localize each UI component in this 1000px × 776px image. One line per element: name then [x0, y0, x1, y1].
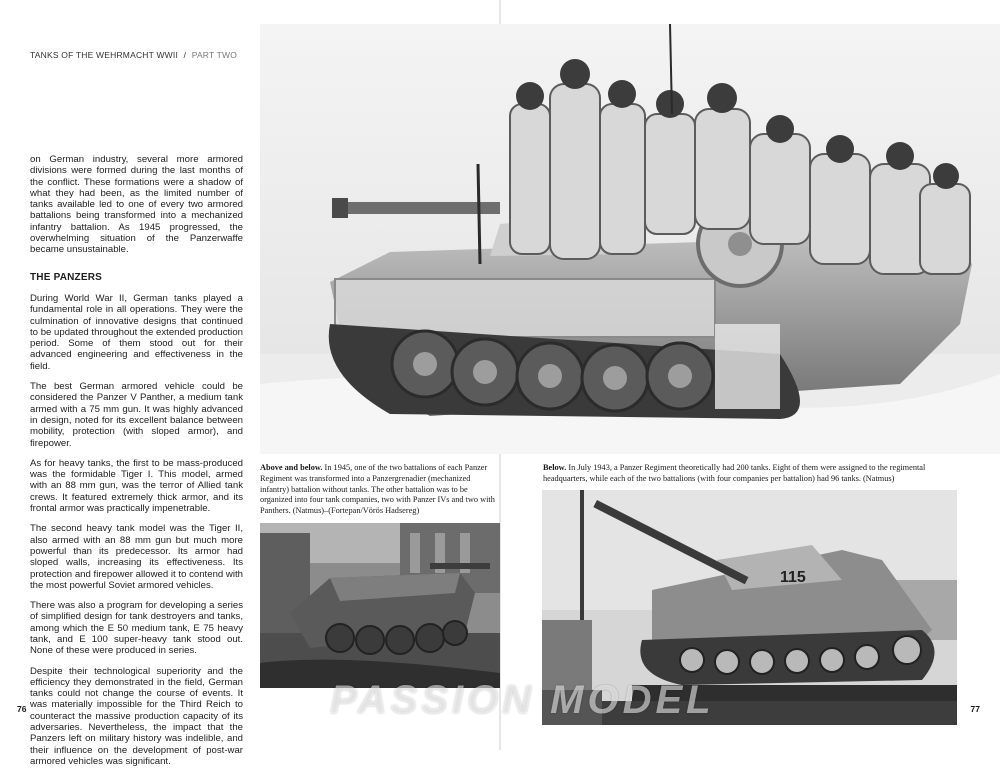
- running-head: [30, 50, 237, 60]
- body-paragraph: There was also a program for developing a series of simplified design for tank destroyers and tanks, among which the E 50 medium tank, E 75 heavy tank, and E 100 super-heavy tank stood out. None of these were produced in series.: [30, 600, 243, 657]
- watermark: PASSION MODEL: [330, 678, 715, 722]
- book-title: TANKS OF THE WEHRMACHT WWII: [30, 50, 179, 60]
- caption-lead: Above and below.: [260, 463, 323, 472]
- panther-photo-image: [260, 24, 1000, 454]
- photo-panther-with-troops: [260, 24, 1000, 454]
- caption-above-and-below: [260, 463, 497, 517]
- body-text-column: [30, 154, 243, 776]
- turret-number: 115: [780, 569, 806, 586]
- caption-lead: Below.: [543, 463, 567, 472]
- photo-destroyed-tank-destroyer: [260, 523, 500, 688]
- intro-paragraph: on German industry, several more armored divisions were formed during the last months of the conflict. These formations were a shadow of what they had been, as the limited number of tanks available led to one of every two armored battalions being transformed into a mechanized infantry battalion. As 1945 progressed, the overwhelming situation of the Panzerwaffe became unsustainable.: [30, 154, 243, 256]
- body-paragraph: The best German armored vehicle could be considered the Panzer V Panther, a medium tank armed with a 75 mm gun. It was highly advanced in design, noted for its excellent balance between mobility, protection (with sloped armor), and firepower.: [30, 381, 243, 449]
- page-number-left: 76: [17, 704, 27, 714]
- page-number-right: 77: [970, 704, 980, 714]
- part-label: PART TWO: [191, 50, 238, 60]
- tank-destroyer-photo-image: [260, 523, 500, 688]
- caption-text: In July 1943, a Panzer Regiment theoretically had 200 tanks. Eight of them were assigned to the regimental headquarters, while each of the two battalions (with four companies per battalion) had 96 tanks. (Natmus): [543, 463, 926, 483]
- body-paragraph: During World War II, German tanks played a fundamental role in all operations. They were the culmination of innovative designs that continued to be updated throughout the extended production period. Some of them stood out for their advanced engineering and effectiveness in the field.: [30, 292, 243, 372]
- title-separator: /: [183, 50, 187, 60]
- section-heading: THE PANZERS: [30, 271, 103, 283]
- body-paragraph: The second heavy tank model was the Tiger II, also armed with an 88 mm gun but much more powerful than its predecessor. Its armor had sloped walls, increasing its effectiveness. Its protection and firepower allowed it to contend with the most powerful Soviet armored vehicles.: [30, 523, 243, 591]
- body-paragraph: Despite their technological superiority and the efficiency they demonstrated in the field, German tanks could not change the course of events. It was materially impossible for the Third Reich to counteract the massive production capacity of its adversaries. Nevertheless, the impact that the Panzers left on military history was indelible, and their influence on the development of post-war armored vehicles was significant.: [30, 665, 243, 767]
- body-paragraph: As for heavy tanks, the first to be mass-produced was the formidable Tiger I. This model, armed with an 88 mm gun, was the terror of Allied tank crews. It featured extremely thick armor, and its frontal armor was practically impenetrable.: [30, 457, 243, 515]
- caption-below: [543, 463, 961, 485]
- caption-text: In 1945, one of the two battalions of each Panzer Regiment was transformed into a Panzergrenadier (mechanized infantry) battalion without tanks. The other battalion was to be organized into four tank companies, two with Panzer IVs and two with Panthers. (Natmus)–(Fortepan/Vörös Hadsereg): [260, 463, 495, 516]
